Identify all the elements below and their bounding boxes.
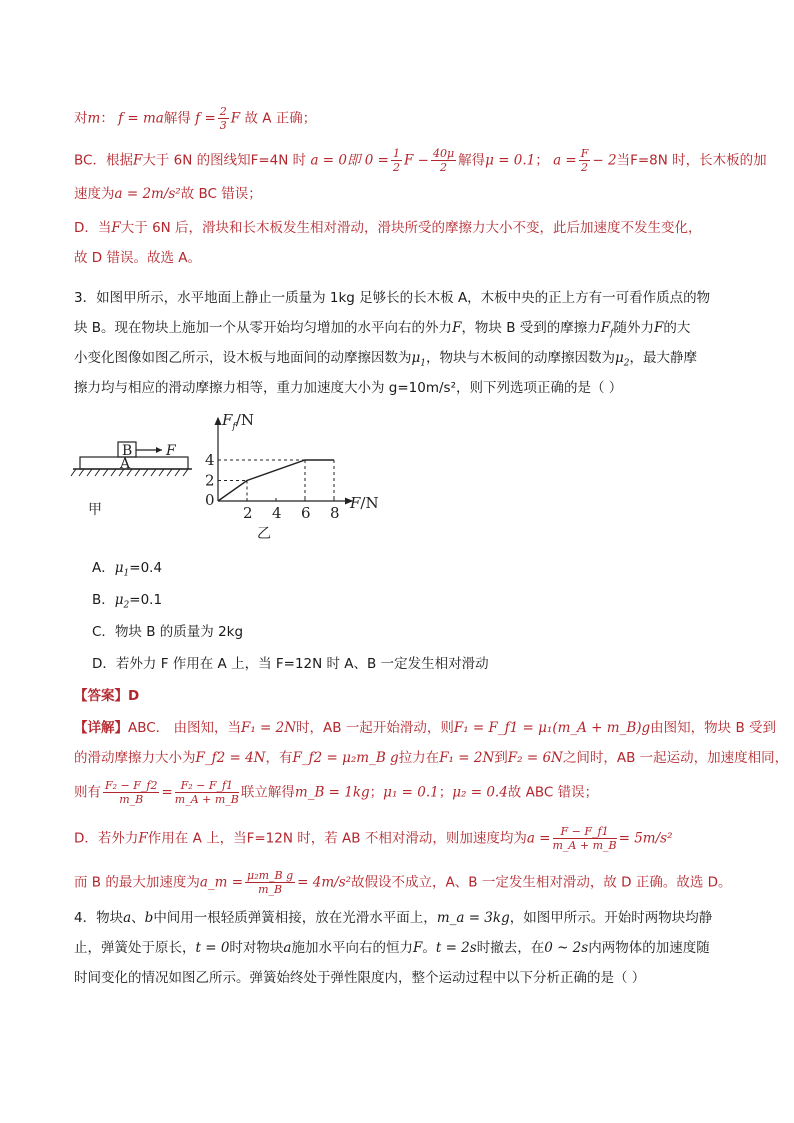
option-a[interactable] [92, 558, 162, 584]
detail-line5: 而 B 的最大加速度为a_m = $\frac{\text{μ₂m\_B g}}{m\_B}$ = 4m/s²故假设不成立，A、B 一定发生相对滑动，故 D 正确。故选 D。 [74, 869, 732, 896]
q4-line3: 时间变化的情况如图乙所示。弹簧始终处于弹性限度内，整个运动过程中以下分析正确的是（ ） [74, 970, 646, 986]
option-label: A． [92, 560, 115, 576]
option-c[interactable] [92, 622, 243, 642]
q4-line2: 止，弹簧处于原长，t = 0时对物块a施加水平向右的恒力F。t = 2s时撤去，在0 ~ 2s内两物体的加速度随 [74, 940, 710, 956]
option-label: C． [92, 624, 115, 640]
option-b[interactable] [92, 590, 162, 616]
q3-line3: 小变化图像如图乙所示，设木板与地面间的动摩擦因数为$\mu_1$，物块与木板间的动摩擦因数为$\mu_2$，最大静摩 [74, 350, 698, 369]
option-subscript: 1 [123, 568, 130, 579]
option-label: D． [92, 656, 116, 672]
detail-line1: 【详解】ABC． 由图知，当F₁ = 2N时，AB 一起开始滑动，则F₁ = F_f1 = μ₁(m_A + m_B)g由图知，物块 B 受到 [74, 720, 777, 736]
x-axis-label: F/N [350, 494, 379, 512]
label-a: A [120, 456, 131, 472]
detail-line2: 的滑动摩擦力大小为F_f2 = 4N，有F_f2 = μ₂m_B g拉力在F₁ = 2N到F₂ = 6N之间时，AB 一起运动，加速度相同， [74, 750, 789, 766]
option-d[interactable] [92, 654, 489, 674]
option-text: =0.4 [129, 560, 163, 576]
q3-line1: 3．如图甲所示，水平地面上静止一质量为 1kg 足够长的长木板 A，木板中央的正上方有一可看作质点的物 [74, 290, 711, 306]
y-tick-label: 2 [205, 471, 215, 490]
option-subscript: 2 [123, 600, 130, 611]
sol2-line3: 速度为a = 2m/s²故 BC 错误； [74, 186, 262, 202]
option-text: 若外力 F 作用在 A 上，当 F=12N 时 A、B 一定发生相对滑动 [115, 656, 489, 672]
label-f: F [166, 443, 176, 459]
figure-yi-graph [200, 412, 390, 574]
option-symbol: μ [114, 560, 124, 576]
option-text: 物块 B 的质量为 2kg [114, 624, 244, 640]
y-axis-label: $F_f/N$ [222, 412, 254, 432]
option-symbol: μ [114, 592, 124, 608]
origin-label: 0 [205, 491, 215, 509]
x-tick-label: 8 [330, 504, 340, 522]
x-tick-label: 4 [272, 504, 282, 522]
detail-line4: D．若外力F作用在 A 上，当F=12N 时，若 AB 不相对滑动，则加速度均为a = $\frac{F - F\_f1}{m\_A + m\_B}$ = 5m/s² [74, 825, 673, 852]
caption-yi: 乙 [257, 526, 271, 542]
option-text: =0.1 [129, 592, 163, 608]
q3-line2: 块 B。现在物块上施加一个从零开始均匀增加的水平向右的外力F，物块 B 受到的摩擦力$F_f$随外力F的大 [74, 320, 691, 339]
data-series-ff [218, 460, 334, 501]
y-tick-label: 4 [205, 451, 215, 469]
label-b: B [122, 443, 133, 459]
x-tick-label: 2 [243, 504, 253, 522]
figure-jia [70, 436, 195, 518]
detail-line3: 则有 $\frac{\text{F₂ − F\_f2}}{m\_B}$ = $\frac{\text{F₂ − F\_f1}}{m\_A + m\_B}$ 联立解得m_B = 1kg；μ₁ = 0.1；μ₂ = 0.4故 ABC 错误； [74, 779, 599, 806]
sol2-line5: 故 D 错误。故选 A。 [74, 250, 202, 266]
caption-jia: 甲 [88, 502, 102, 518]
q3-line4: 擦力均与相应的滑动摩擦力相等，重力加速度大小为 g=10m/s²，则下列选项正确的是（ ） [74, 380, 623, 396]
answer-line: 【答案】D [74, 688, 140, 704]
sol2-line1: 对m： f = ma解得 f = $\frac{2}{3}$ F 故 A 正确； [74, 105, 317, 132]
option-label: B． [92, 592, 115, 608]
sol2-line4: D．当F大于 6N 后，滑块和长木板发生相对滑动，滑块所受的摩擦力大小不变，此后加速度不发生变化， [74, 220, 702, 236]
q4-line1: 4．物块a、b中间用一根轻质弹簧相接，放在光滑水平面上，m_a = 3kg，如图甲所示。开始时两物块均静 [74, 910, 713, 926]
force-arrow-head [156, 447, 162, 453]
x-tick-label: 6 [301, 504, 311, 522]
sol2-line2: BC．根据F大于 6N 的图线知F=4N 时 a = 0即 0 = $\frac{1}{2}$ F − $\frac{40\mu}{2}$ 解得μ = 0.1； a = $\frac{F}{2}$ − 2当F=8N 时，长木板的加 [74, 147, 767, 174]
